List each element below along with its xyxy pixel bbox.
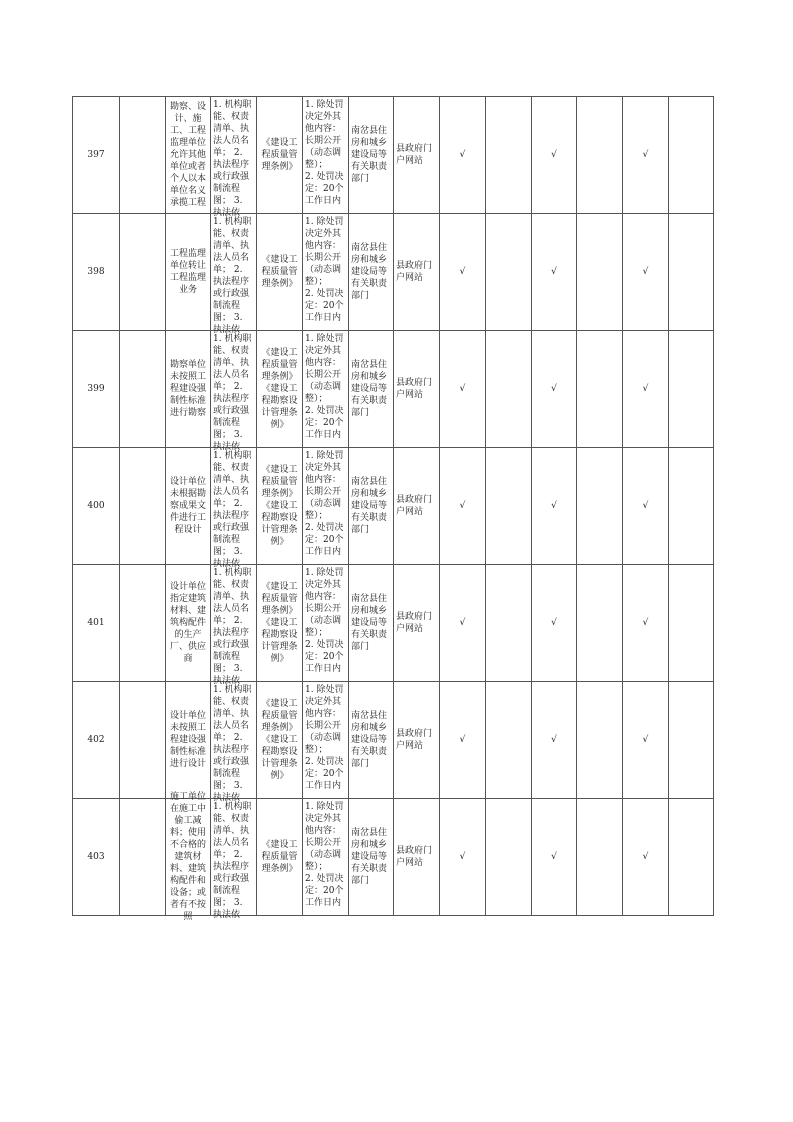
time-cell	[303, 331, 349, 448]
check-mark-2: √	[532, 448, 577, 565]
empty-cell	[577, 448, 623, 565]
subject-cell	[349, 565, 394, 682]
empty-cell	[669, 214, 714, 331]
empty-cell	[486, 97, 532, 214]
matter-text: 设计单位未根据勘察成果文件进行工程设计	[169, 477, 206, 535]
table-row	[73, 799, 714, 916]
content-cell	[211, 799, 257, 920]
blank-cell	[120, 97, 166, 214]
subject-cell	[349, 97, 394, 214]
empty-cell	[577, 682, 623, 799]
subject-text: 南岔县住房和城乡建设局等有关职责部门	[351, 477, 388, 535]
check-mark-2: √	[532, 565, 577, 682]
basis-cell	[257, 682, 303, 799]
channel-cell	[394, 97, 440, 214]
empty-cell	[669, 448, 714, 565]
check-mark-1: √	[440, 682, 486, 799]
empty-cell	[486, 448, 532, 565]
check-mark-2: √	[532, 799, 577, 916]
content-cell	[211, 565, 257, 686]
basis-cell	[257, 799, 303, 916]
empty-cell	[669, 331, 714, 448]
time-text: 1. 除处罚决定外其他内容：长期公开（动态调整）； 2. 处罚决定：20个工作日内	[305, 567, 344, 674]
check-mark-2: √	[532, 682, 577, 799]
time-cell	[303, 682, 349, 799]
blank-cell	[120, 682, 166, 799]
row-number: 402	[73, 682, 120, 799]
content-cell	[211, 331, 257, 452]
channel-text: 县政府门户网站	[396, 495, 433, 517]
channel-text: 县政府门户网站	[396, 144, 433, 166]
channel-cell	[394, 799, 440, 916]
check-mark-3: √	[623, 331, 669, 448]
check-mark-3: √	[623, 565, 669, 682]
table-body	[73, 97, 714, 922]
basis-text: 《建设工程质量管理条例》《建设工程勘察设计管理条例》	[261, 699, 298, 781]
matter-cell	[166, 682, 211, 799]
basis-cell	[257, 214, 303, 331]
matter-cell	[166, 214, 211, 331]
basis-cell	[257, 448, 303, 565]
subject-cell	[349, 799, 394, 916]
time-text: 1. 除处罚决定外其他内容：长期公开（动态调整）； 2. 处罚决定：20个工作日内	[305, 450, 344, 557]
matter-text: 施工单位在施工中偷工减料；使用不合格的建筑材料、建筑构配件和设备；或者有不按照	[169, 792, 206, 922]
subject-text: 南岔县住房和城乡建设局等有关职责部门	[351, 360, 388, 418]
subject-text: 南岔县住房和城乡建设局等有关职责部门	[351, 594, 388, 652]
empty-cell	[486, 331, 532, 448]
subject-text: 南岔县住房和城乡建设局等有关职责部门	[351, 243, 388, 301]
channel-cell	[394, 565, 440, 682]
empty-cell	[577, 331, 623, 448]
channel-text: 县政府门户网站	[396, 846, 433, 868]
channel-text: 县政府门户网站	[396, 378, 433, 400]
content-cell	[211, 97, 257, 218]
empty-cell	[669, 97, 714, 214]
blank-cell	[120, 448, 166, 565]
row-number: 400	[73, 448, 120, 565]
check-mark-3: √	[623, 97, 669, 214]
subject-text: 南岔县住房和城乡建设局等有关职责部门	[351, 711, 388, 769]
blank-cell	[120, 331, 166, 448]
content-cell	[211, 448, 257, 569]
matter-cell	[166, 97, 211, 214]
basis-text: 《建设工程质量管理条例》《建设工程勘察设计管理条例》	[261, 465, 298, 547]
empty-cell	[486, 682, 532, 799]
empty-cell	[669, 682, 714, 799]
content-cell	[211, 682, 257, 803]
empty-cell	[577, 214, 623, 331]
matter-text: 勘察单位未按照工程建设强制性标准进行勘察	[169, 360, 206, 418]
time-text: 1. 除处罚决定外其他内容：长期公开（动态调整）； 2. 处罚决定：20个工作日内	[305, 99, 344, 206]
blank-cell	[120, 565, 166, 682]
content-text: 1. 机构职能、权责清单、执法人员名单； 2. 执法程序或行政强制流程图； 3. 执法依	[213, 333, 252, 452]
check-mark-2: √	[532, 331, 577, 448]
table-row	[73, 682, 714, 799]
basis-text: 《建设工程质量管理条例》《建设工程勘察设计管理条例》	[261, 582, 298, 664]
table-row	[73, 331, 714, 448]
channel-cell	[394, 448, 440, 565]
check-mark-1: √	[440, 97, 486, 214]
empty-cell	[577, 799, 623, 916]
matter-text: 工程监理单位转让工程监理业务	[169, 249, 206, 295]
content-text: 1. 机构职能、权责清单、执法人员名单； 2. 执法程序或行政强制流程图； 3. 执法依	[213, 684, 252, 803]
subject-cell	[349, 331, 394, 448]
subject-cell	[349, 682, 394, 799]
time-text: 1. 除处罚决定外其他内容：长期公开（动态调整）； 2. 处罚决定：20个工作日内	[305, 801, 344, 908]
subject-cell	[349, 214, 394, 331]
check-mark-2: √	[532, 97, 577, 214]
matter-cell	[166, 448, 211, 565]
empty-cell	[577, 97, 623, 214]
basis-cell	[257, 97, 303, 214]
check-mark-3: √	[623, 799, 669, 916]
table-row	[73, 448, 714, 565]
empty-cell	[486, 799, 532, 916]
time-cell	[303, 214, 349, 331]
matter-text: 勘察、设计、施工、工程监理单位允许其他单位或者个人以本单位名义承揽工程	[169, 102, 206, 208]
subject-cell	[349, 448, 394, 565]
time-cell	[303, 448, 349, 565]
basis-text: 《建设工程质量管理条例》	[261, 840, 298, 874]
time-text: 1. 除处罚决定外其他内容：长期公开（动态调整）； 2. 处罚决定：20个工作日内	[305, 684, 344, 791]
row-number: 397	[73, 97, 120, 214]
empty-cell	[577, 565, 623, 682]
table-row	[73, 565, 714, 682]
subject-text: 南岔县住房和城乡建设局等有关职责部门	[351, 828, 388, 886]
empty-cell	[669, 565, 714, 682]
matter-cell	[166, 792, 211, 922]
channel-text: 县政府门户网站	[396, 261, 433, 283]
empty-cell	[486, 565, 532, 682]
time-text: 1. 除处罚决定外其他内容：长期公开（动态调整）； 2. 处罚决定：20个工作日内	[305, 216, 344, 323]
empty-cell	[486, 214, 532, 331]
matter-cell	[166, 331, 211, 448]
subject-text: 南岔县住房和城乡建设局等有关职责部门	[351, 126, 388, 184]
channel-cell	[394, 214, 440, 331]
table-row	[73, 97, 714, 214]
basis-cell	[257, 565, 303, 682]
empty-cell	[669, 799, 714, 916]
time-cell	[303, 565, 349, 682]
channel-cell	[394, 682, 440, 799]
basis-text: 《建设工程质量管理条例》	[261, 255, 298, 289]
row-number: 401	[73, 565, 120, 682]
content-text: 1. 机构职能、权责清单、执法人员名单； 2. 执法程序或行政强制流程图； 3. 执法依	[213, 216, 252, 335]
row-number: 403	[73, 799, 120, 916]
check-mark-3: √	[623, 214, 669, 331]
disclosure-table	[72, 96, 714, 922]
check-mark-1: √	[440, 565, 486, 682]
row-number: 398	[73, 214, 120, 331]
matter-text: 设计单位指定建筑材料、建筑构配件的生产厂、供应商	[169, 582, 206, 664]
basis-text: 《建设工程质量管理条例》《建设工程勘察设计管理条例》	[261, 348, 298, 430]
content-text: 1. 机构职能、权责清单、执法人员名单； 2. 执法程序或行政强制流程图； 3. 执法依	[213, 801, 252, 920]
check-mark-2: √	[532, 214, 577, 331]
channel-text: 县政府门户网站	[396, 612, 433, 634]
check-mark-1: √	[440, 214, 486, 331]
basis-text: 《建设工程质量管理条例》	[261, 138, 298, 172]
table-row	[73, 214, 714, 331]
matter-text: 设计单位未按照工程建设强制性标准进行设计	[169, 711, 206, 769]
check-mark-1: √	[440, 448, 486, 565]
check-mark-1: √	[440, 331, 486, 448]
content-text: 1. 机构职能、权责清单、执法人员名单； 2. 执法程序或行政强制流程图； 3. 执法依	[213, 567, 252, 686]
time-text: 1. 除处罚决定外其他内容：长期公开（动态调整）； 2. 处罚决定：20个工作日内	[305, 333, 344, 440]
basis-cell	[257, 331, 303, 448]
channel-text: 县政府门户网站	[396, 729, 433, 751]
row-number: 399	[73, 331, 120, 448]
content-text: 1. 机构职能、权责清单、执法人员名单； 2. 执法程序或行政强制流程图； 3. 执法依	[213, 99, 252, 218]
check-mark-3: √	[623, 448, 669, 565]
blank-cell	[120, 799, 166, 916]
channel-cell	[394, 331, 440, 448]
check-mark-1: √	[440, 799, 486, 916]
check-mark-3: √	[623, 682, 669, 799]
time-cell	[303, 799, 349, 916]
content-text: 1. 机构职能、权责清单、执法人员名单； 2. 执法程序或行政强制流程图； 3. 执法依	[213, 450, 252, 569]
content-cell	[211, 214, 257, 335]
matter-cell	[166, 565, 211, 682]
time-cell	[303, 97, 349, 214]
blank-cell	[120, 214, 166, 331]
